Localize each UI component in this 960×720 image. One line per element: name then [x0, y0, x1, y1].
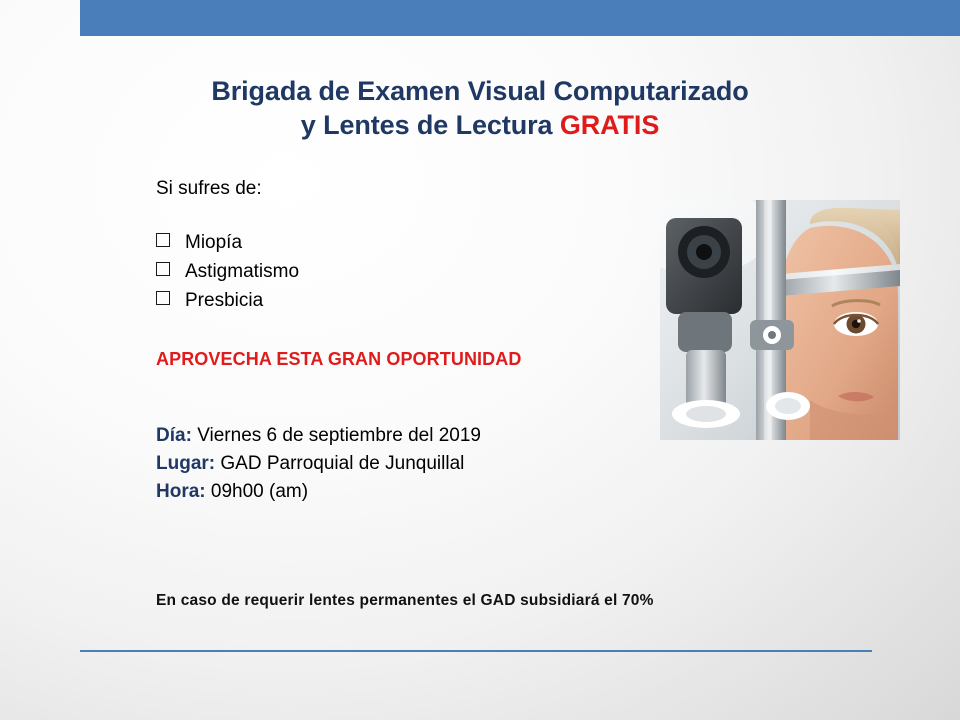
opportunity-callout: APROVECHA ESTA GRAN OPORTUNIDAD	[156, 349, 522, 369]
intro-text: Si sufres de:	[156, 178, 262, 199]
detail-label-hora: Hora:	[156, 481, 206, 502]
list-item-label: Presbicia	[185, 290, 264, 311]
list-item-label: Astigmatismo	[185, 261, 300, 282]
detail-value-dia: Viernes 6 de septiembre del 2019	[197, 425, 481, 446]
checkbox-icon	[156, 291, 170, 305]
detail-value-lugar: GAD Parroquial de Junquillal	[220, 453, 465, 474]
detail-label-lugar: Lugar:	[156, 453, 216, 474]
eye-exam-photo	[660, 200, 900, 440]
footnote-text: En caso de requerir lentes permanentes el GAD subsidiará el 70%	[156, 592, 654, 609]
detail-value-hora: 09h00 (am)	[210, 481, 309, 502]
title-highlight-gratis: GRATIS	[559, 110, 660, 140]
detail-row-hora	[156, 478, 656, 506]
bottom-divider	[80, 650, 872, 652]
title-line-2	[0, 108, 960, 142]
page-title	[0, 74, 960, 142]
conditions-list	[156, 228, 656, 315]
list-item	[156, 228, 656, 257]
list-item	[156, 257, 656, 286]
detail-label-dia: Día:	[156, 425, 192, 446]
top-accent-bar	[80, 0, 960, 36]
title-line-1: Brigada de Examen Visual Computarizado	[211, 76, 749, 106]
checkbox-icon	[156, 262, 170, 276]
checkbox-icon	[156, 233, 170, 247]
detail-row-lugar	[156, 450, 656, 478]
list-item-label: Miopía	[185, 232, 243, 253]
list-item	[156, 286, 656, 315]
title-line-2-text: y Lentes de Lectura	[300, 110, 560, 140]
detail-row-dia	[156, 422, 656, 450]
event-details	[156, 422, 656, 506]
body-content	[156, 178, 656, 506]
